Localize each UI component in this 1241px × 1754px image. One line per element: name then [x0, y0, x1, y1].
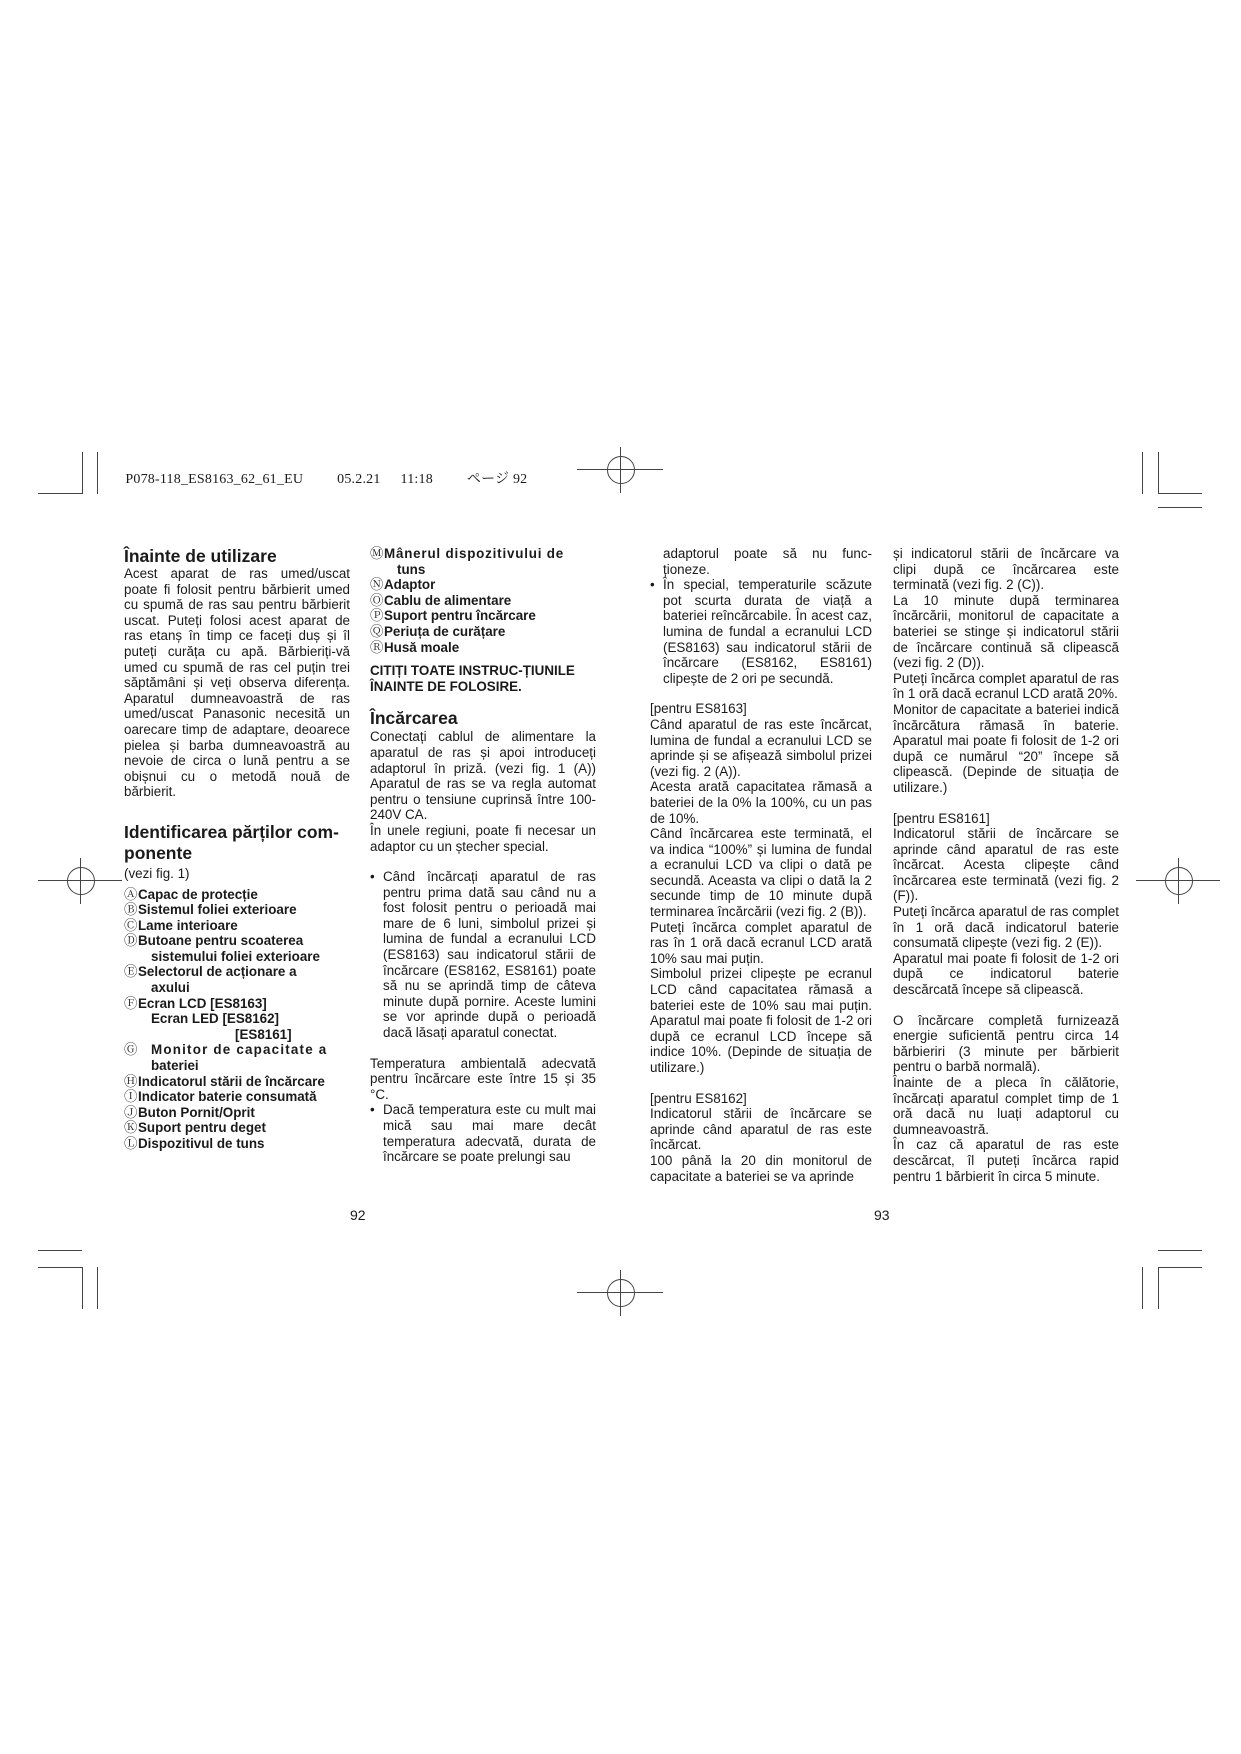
model-heading-es8163: [pentru ES8163]: [650, 701, 747, 717]
section-title-parts-2: ponente: [124, 842, 193, 863]
part-item-i: ⒾIndicator baterie consumată: [124, 1089, 317, 1105]
column-2: [370, 546, 596, 1165]
travel-paragraph: Înainte de a pleca în călătorie, încărcați aparatul complet timp de 1 oră dacă nu luați adaptorul cu dumneavoastră.: [893, 1075, 1119, 1137]
part-item-m: ⓂMânerul dispozitivului de tuns: [370, 546, 564, 577]
slug-file: P078-118_ES8163_62_61_EU: [125, 472, 304, 487]
charging-paragraph-2: În unele regiuni, poate fi necesar un adaptor cu un ștecher special.: [370, 822, 596, 854]
es8161-paragraph-2: Puteți încărca aparatul de ras complet în 1 oră dacă indicatorul baterie consumată clipește (vezi fig. 2 (E)).: [893, 904, 1119, 951]
part-item-g: Ⓖ Monitor de capacitate a bateriei: [124, 1042, 328, 1074]
quick-charge-paragraph: În caz că aparatul de ras este descărcat, îl puteți încărca rapid pentru 1 bărbierit în circa 5 minute.: [893, 1137, 1119, 1184]
es8162-paragraph-2: 100 până la 20 din monitorul de capacitate a bateriei se va aprinde: [650, 1152, 872, 1184]
es8163-paragraph-3: Când încărcarea este terminată, el va indica “100%” și lumina de fundal a ecranului LCD va clipi o dată pe secundă. Aceasta va clipi o dată la 2 secunde timp de 10 minute după terminarea încărcării (vezi fig. 2 (B)).: [650, 826, 872, 920]
charging-bullet-2: • Dacă temperatura este cu mult mai mică sau mai mare decât temperatura adecvată, durata de încărcare se poate prelungi sau: [370, 1102, 596, 1164]
part-item-r: ⓇHusă moale: [370, 639, 460, 655]
intro-paragraph: Acest aparat de ras umed/uscat poate fi folosit pentru bărbierit umed cu spumă de ras sau pentru bărbierit uscat. Puteți folosi acest aparat de ras etanș în timp ce faceți duș și îl puteți curăța cu apă. Bărbieriți-vă umed cu spumă de ras cel puțin trei săptămâni și veți observa diferența. Aparatul dumneavoastră de ras umed/uscat Panasonic necesită un oarecare timp de adaptare, deoarece pielea și barba dumneavoastră au nevoie de circa o lună pentru a se obișnui cu o metodă nouă de bărbierit.: [124, 566, 350, 800]
part-item-h: ⒽIndicatorul stării de încărcare: [124, 1073, 325, 1089]
charging-temperature-paragraph: Temperatura ambientală adecvată pentru încărcare este între 15 și 35 °C.: [370, 1055, 596, 1102]
slug-page: ページ 92: [466, 472, 528, 487]
es8162-paragraph-5: Puteți încărca complet aparatul de ras în 1 oră dacă ecranul LCD arată 20%.: [893, 670, 1119, 702]
warning-line-1: CITIȚI TOATE INSTRUC-ȚIUNILE: [370, 663, 575, 679]
es8162-paragraph-3: și indicatorul stării de încărcare va clipi după ce încărcarea este terminată (vezi fig. 2 (C)).: [893, 546, 1119, 593]
part-item-e: ⒺSelectorul de acționare a axului: [124, 964, 297, 996]
charging-paragraph-1: Conectați cablul de alimentare la aparatul de ras și apoi introduceți adaptorul în priză. (vezi fig. 1 (A)) Aparatul de ras se va regla automat pentru o tensiune cuprinsă între 100-240V CA.: [370, 729, 596, 823]
fig-ref: (vezi fig. 1): [124, 865, 190, 881]
page-number-right: 93: [874, 1207, 890, 1223]
part-item-a: ⒶCapac de protecție: [124, 886, 258, 902]
part-item-d: ⒹButoane pentru scoaterea sistemului foliei exterioare: [124, 933, 320, 964]
part-item-l: ⓁDispozitivul de tuns: [124, 1136, 265, 1151]
section-title-parts-1: Identificarea părților com-: [124, 821, 339, 842]
continued-text: adaptorul poate să nu func-ționeze.: [663, 546, 872, 577]
print-slug: [118, 452, 561, 488]
es8161-paragraph-3: Aparatul mai poate fi folosit de 1-2 ori după ce indicatorul baterie descărcată începe să clipească.: [893, 950, 1119, 998]
slug-date: 05.2.21: [337, 472, 381, 487]
part-item-k: ⓀSuport pentru deget: [124, 1120, 266, 1136]
es8162-paragraph-1: Indicatorul stării de încărcare se aprinde când aparatul de ras este încărcat.: [650, 1106, 872, 1153]
page-number-left: 92: [350, 1207, 366, 1223]
part-item-f: ⒻEcran LCD [ES8163] Ecran LED [ES8162] [ES8161]: [124, 995, 292, 1042]
es8163-paragraph-1: Când aparatul de ras este încărcat, lumina de fundal a ecranului LCD se aprinde și se afișează simbolul prizei (vezi fig. 2 (A)).: [650, 716, 872, 779]
part-item-o: ⓄCablu de alimentare: [370, 592, 512, 608]
es8161-paragraph-1: Indicatorul stării de încărcare se aprinde când aparatul de ras este încărcat. Acesta clipește când încărcarea este terminată (vezi fig. 2 (F)).: [893, 826, 1119, 904]
section-title-before-use: Înainte de utilizare: [124, 546, 277, 566]
parts-list-continued: [370, 546, 596, 655]
warning-line-2: ÎNAINTE DE FOLOSIRE.: [370, 678, 522, 694]
low-temp-bullet: • În special, temperaturile scăzute pot scurta durata de viață a bateriei reîncărcabile. În acest caz, lumina de fundal a ecranului LCD (ES8163) sau indicatorul stării de încărcare (ES8162, ES8161) clipește de 2 ori pe secundă.: [650, 577, 872, 686]
model-heading-es8161: [pentru ES8161]: [893, 810, 990, 826]
section-title-charging: Încărcarea: [370, 708, 458, 729]
charging-bullet-1: • Când încărcați aparatul de ras pentru prima dată sau când nu a fost folosit pentru o perioadă mai mare de 6 luni, simbolul prizei și lumina de fundal a ecranului LCD (ES8163) sau indicatorul stării de încărcare (ES8162, ES8161) poate să nu se aprindă timp de câteva minute după pornire. Aceste lumini se vor aprinde după o perioadă dacă lăsați aparatul conectat.: [370, 869, 596, 1041]
part-item-n: ⓃAdaptor: [370, 577, 436, 593]
full-charge-paragraph: O încărcare completă furnizează energie suficientă pentru circa 14 bărbieriri (3 minute per bărbierit pentru o barbă normală).: [893, 1012, 1119, 1075]
model-heading-es8162: [pentru ES8162]: [650, 1090, 747, 1106]
column-3: [650, 546, 872, 1184]
part-item-b: ⒷSistemul foliei exterioare: [124, 902, 297, 918]
column-1: [124, 546, 350, 1152]
part-item-j: ⒿButon Pornit/Oprit: [124, 1104, 255, 1120]
es8163-paragraph-2: Acesta arată capacitatea rămasă a bateriei de la 0% la 100%, cu un pas de 10%.: [650, 779, 872, 826]
parts-list: [124, 887, 350, 1152]
es8162-paragraph-4: La 10 minute după terminarea încărcării, monitorul de capacitate a bateriei se stinge și indicatorul stării de încărcare continuă să clipească (vezi fig. 2 (D)).: [893, 592, 1119, 671]
es8163-paragraph-5: Simbolul prizei clipește pe ecranul LCD când capacitatea rămasă a bateriei este de 10% sau mai puțin. Aparatul mai poate fi folosit de 1-2 ori după ce ecranul LCD începe să indice 10%. (Depinde de situația de utilizare.): [650, 966, 872, 1075]
es8162-paragraph-6: Monitor de capacitate a bateriei indică încărcătura rămasă în baterie. Aparatul mai poate fi folosit de 1-2 ori după ce numărul “20” începe să clipească. (Depinde de situația de utilizare.): [893, 701, 1119, 795]
es8163-paragraph-4: Puteți încărca complet aparatul de ras în 1 oră dacă ecranul LCD arată 10% sau mai puțin.: [650, 919, 872, 966]
slug-time: 11:18: [400, 472, 433, 487]
column-4: [893, 546, 1119, 1184]
part-item-q: ⓆPeriuța de curățare: [370, 623, 506, 639]
part-item-p: ⓅSuport pentru încărcare: [370, 608, 536, 624]
part-item-c: ⒸLame interioare: [124, 917, 238, 933]
